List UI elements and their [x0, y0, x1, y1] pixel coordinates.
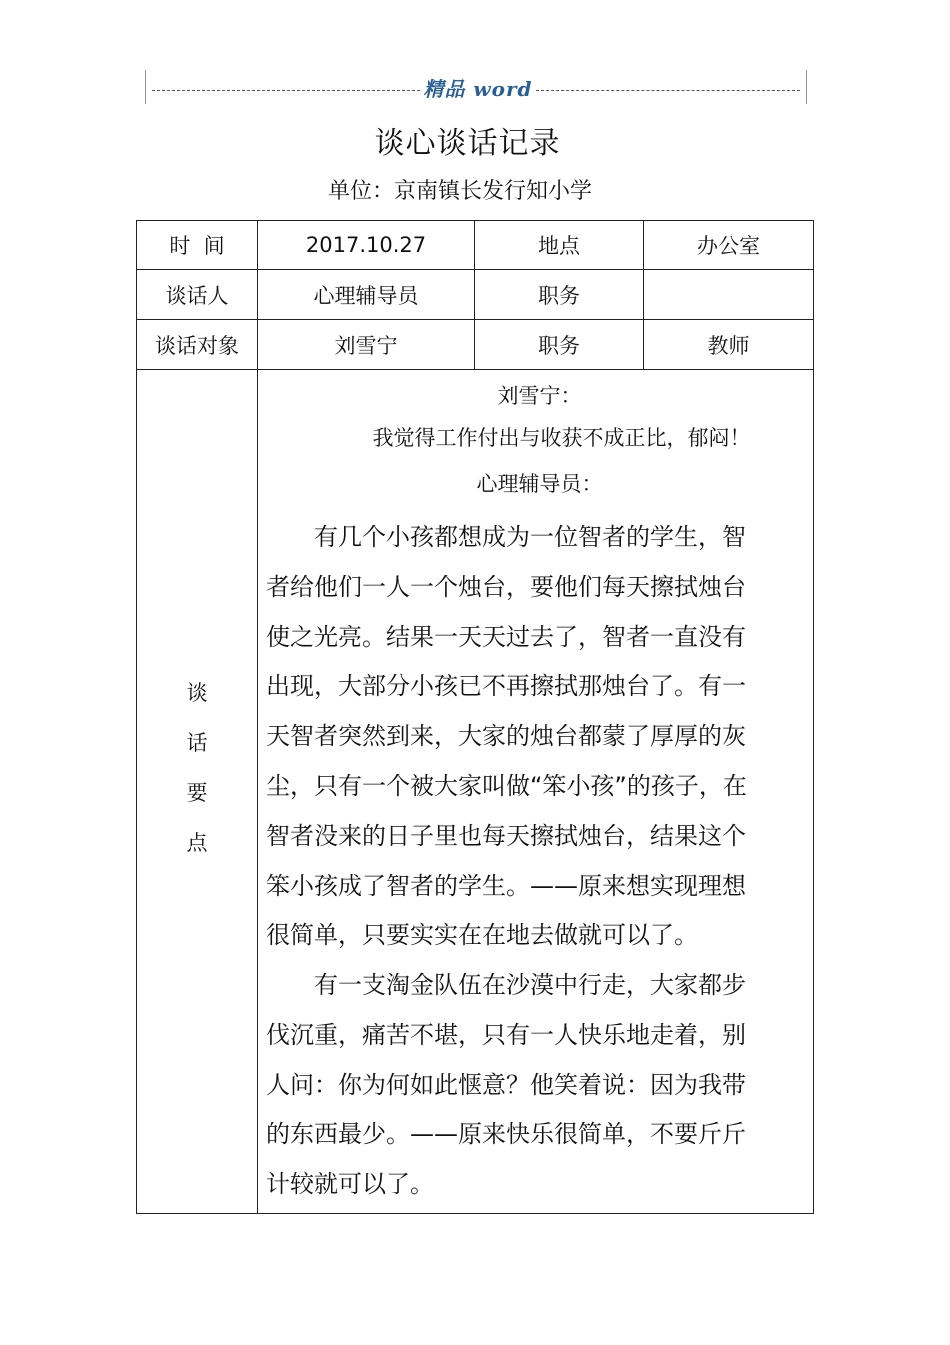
label-interviewer: 谈话人 — [137, 270, 258, 320]
header-left-tick — [145, 70, 146, 104]
value-interviewee-position: 教师 — [644, 320, 814, 370]
header-right-tick — [806, 70, 807, 104]
value-location: 办公室 — [644, 221, 814, 270]
value-interviewer: 心理辅导员 — [258, 270, 475, 320]
key-points-char: 要 — [186, 780, 208, 805]
key-points-char: 谈 — [186, 680, 208, 705]
label-interviewee: 谈话对象 — [137, 320, 258, 370]
key-points-char: 话 — [186, 730, 208, 755]
table-row — [137, 270, 814, 320]
record-table — [136, 220, 814, 1214]
header-dashed-line-right — [536, 90, 800, 91]
label-interviewer-position: 职务 — [475, 270, 644, 320]
label-time: 时 间 — [137, 221, 258, 270]
value-interviewer-position — [644, 270, 814, 320]
table-row — [137, 370, 814, 1214]
value-time: 2017.10.27 — [258, 221, 475, 270]
key-points-char: 点 — [186, 830, 208, 855]
interviewee-statement: 我觉得工作付出与收获不成正比，郁闷！ — [372, 425, 751, 450]
key-points-content — [258, 370, 814, 1214]
value-interviewee: 刘雪宁 — [258, 320, 475, 370]
page-title: 谈心谈话记录 — [374, 126, 561, 161]
unit-line: 单位：京南镇长发行知小学 — [327, 179, 592, 204]
label-location: 地点 — [475, 221, 644, 270]
table-row — [137, 320, 814, 370]
label-interviewee-position: 职务 — [475, 320, 644, 370]
counselor-paragraph-1: 有几个小孩都想成为一位智者的学生，智者给他们一人一个烛台，要他们每天擦拭烛台使之光亮。结果一天天过去了，智者一直没有出现，大部分小孩已不再擦拭那烛台了。有一天智者突然到来，大家的烛台都蒙了厚厚的灰尘，只有一个被大家叫做“笨小孩”的孩子，在智者没来的日子里也每天擦拭烛台，结果这个笨小孩成了智者的学生。——原来想实现理想很简单，只要实实在在地去做就可以了。 — [266, 522, 747, 950]
table-row — [137, 221, 814, 270]
speaker-counselor: 心理辅导员： — [476, 471, 603, 496]
header-logo: 精品 word — [420, 74, 536, 104]
speaker-interviewee: 刘雪宁： — [497, 383, 582, 408]
counselor-paragraph-2: 有一支淘金队伍在沙漠中行走，大家都步伐沉重，痛苦不堪，只有一人快乐地走着，别人问：你为何如此惬意？他笑着说：因为我带的东西最少。——原来快乐很简单，不要斤斤计较就可以了。 — [266, 971, 746, 1199]
label-key-points — [137, 370, 258, 1214]
header-dashed-line-left — [152, 90, 420, 91]
